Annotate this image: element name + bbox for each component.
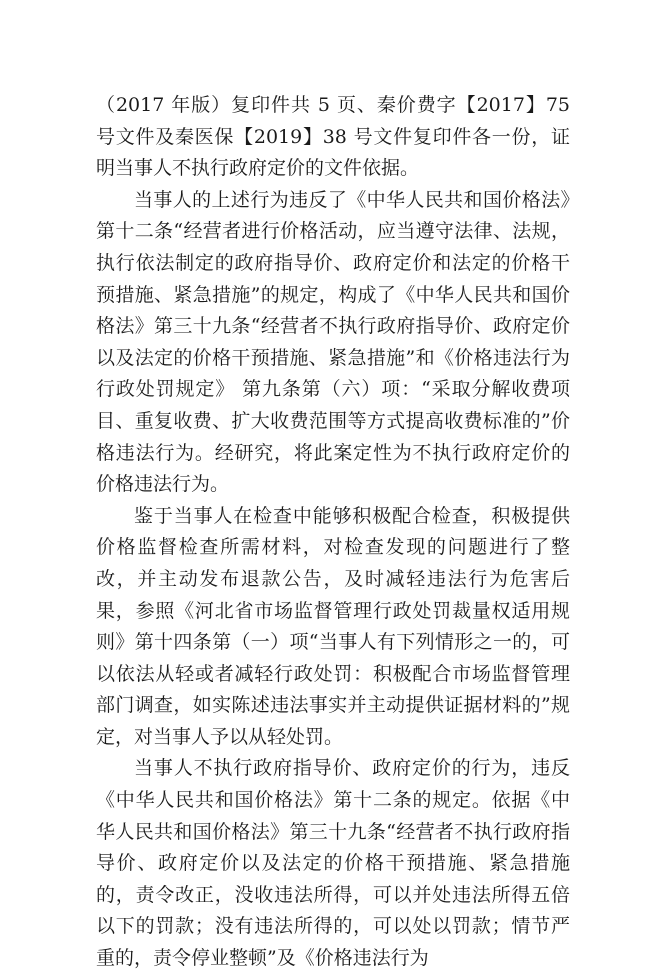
paragraph-legal-basis: 当事人不执行政府指导价、政府定价的行为，违反《中华人民共和国价格法》第十二条的规定。依据《中华人民共和国价格法》第三十九条“经营者不执行政府指导价、政府定价以及法定的价格干预措施、紧急措施的，责令改正，没收违法所得，可以并处违法所得五倍以下的罚款；没有违法所得的，可以处以罚款；情节严重的，责令停业整顿”及《价格违法行为 bbox=[96, 757, 570, 970]
paragraph-mitigating-circumstances: 鉴于当事人在检查中能够积极配合检查，积极提供价格监督检查所需材料，对检查发现的问题进行了整改，并主动发布退款公告，及时减轻违法行为危害后果，参照《河北省市场监督管理行政处罚裁量权适用规则》第十四条第（一）项“当事人有下列情形之一的，可以依法从轻或者减轻行政处罚：积极配合市场监督管理部门调查，如实陈述违法事实并主动提供证据材料的”规定，对当事人予以从轻处罚。 bbox=[96, 504, 570, 748]
document-body bbox=[96, 90, 570, 975]
paragraph-evidence-continuation: （2017 年版）复印件共 5 页、秦价费字【2017】75 号文件及秦医保【2019】38 号文件复印件各一份，证明当事人不执行政府定价的文件依据。 bbox=[96, 94, 570, 180]
paragraph-violation-finding: 当事人的上述行为违反了《中华人民共和国价格法》第十二条“经营者进行价格活动，应当遵守法律、法规，执行依法制定的政府指导价、政府定价和法定的价格干预措施、紧急措施”的规定，构成了《中华人民共和国价格法》第三十九条“经营者不执行政府指导价、政府定价以及法定的价格干预措施、紧急措施”和《价格违法行为行政处罚规定》 第九条第（六）项：“采取分解收费项目、重复收费、扩大收费范围等方式提高收费标准的”价格违法行为。经研究，将此案定性为不执行政府定价的价格违法行为。 bbox=[96, 188, 570, 496]
